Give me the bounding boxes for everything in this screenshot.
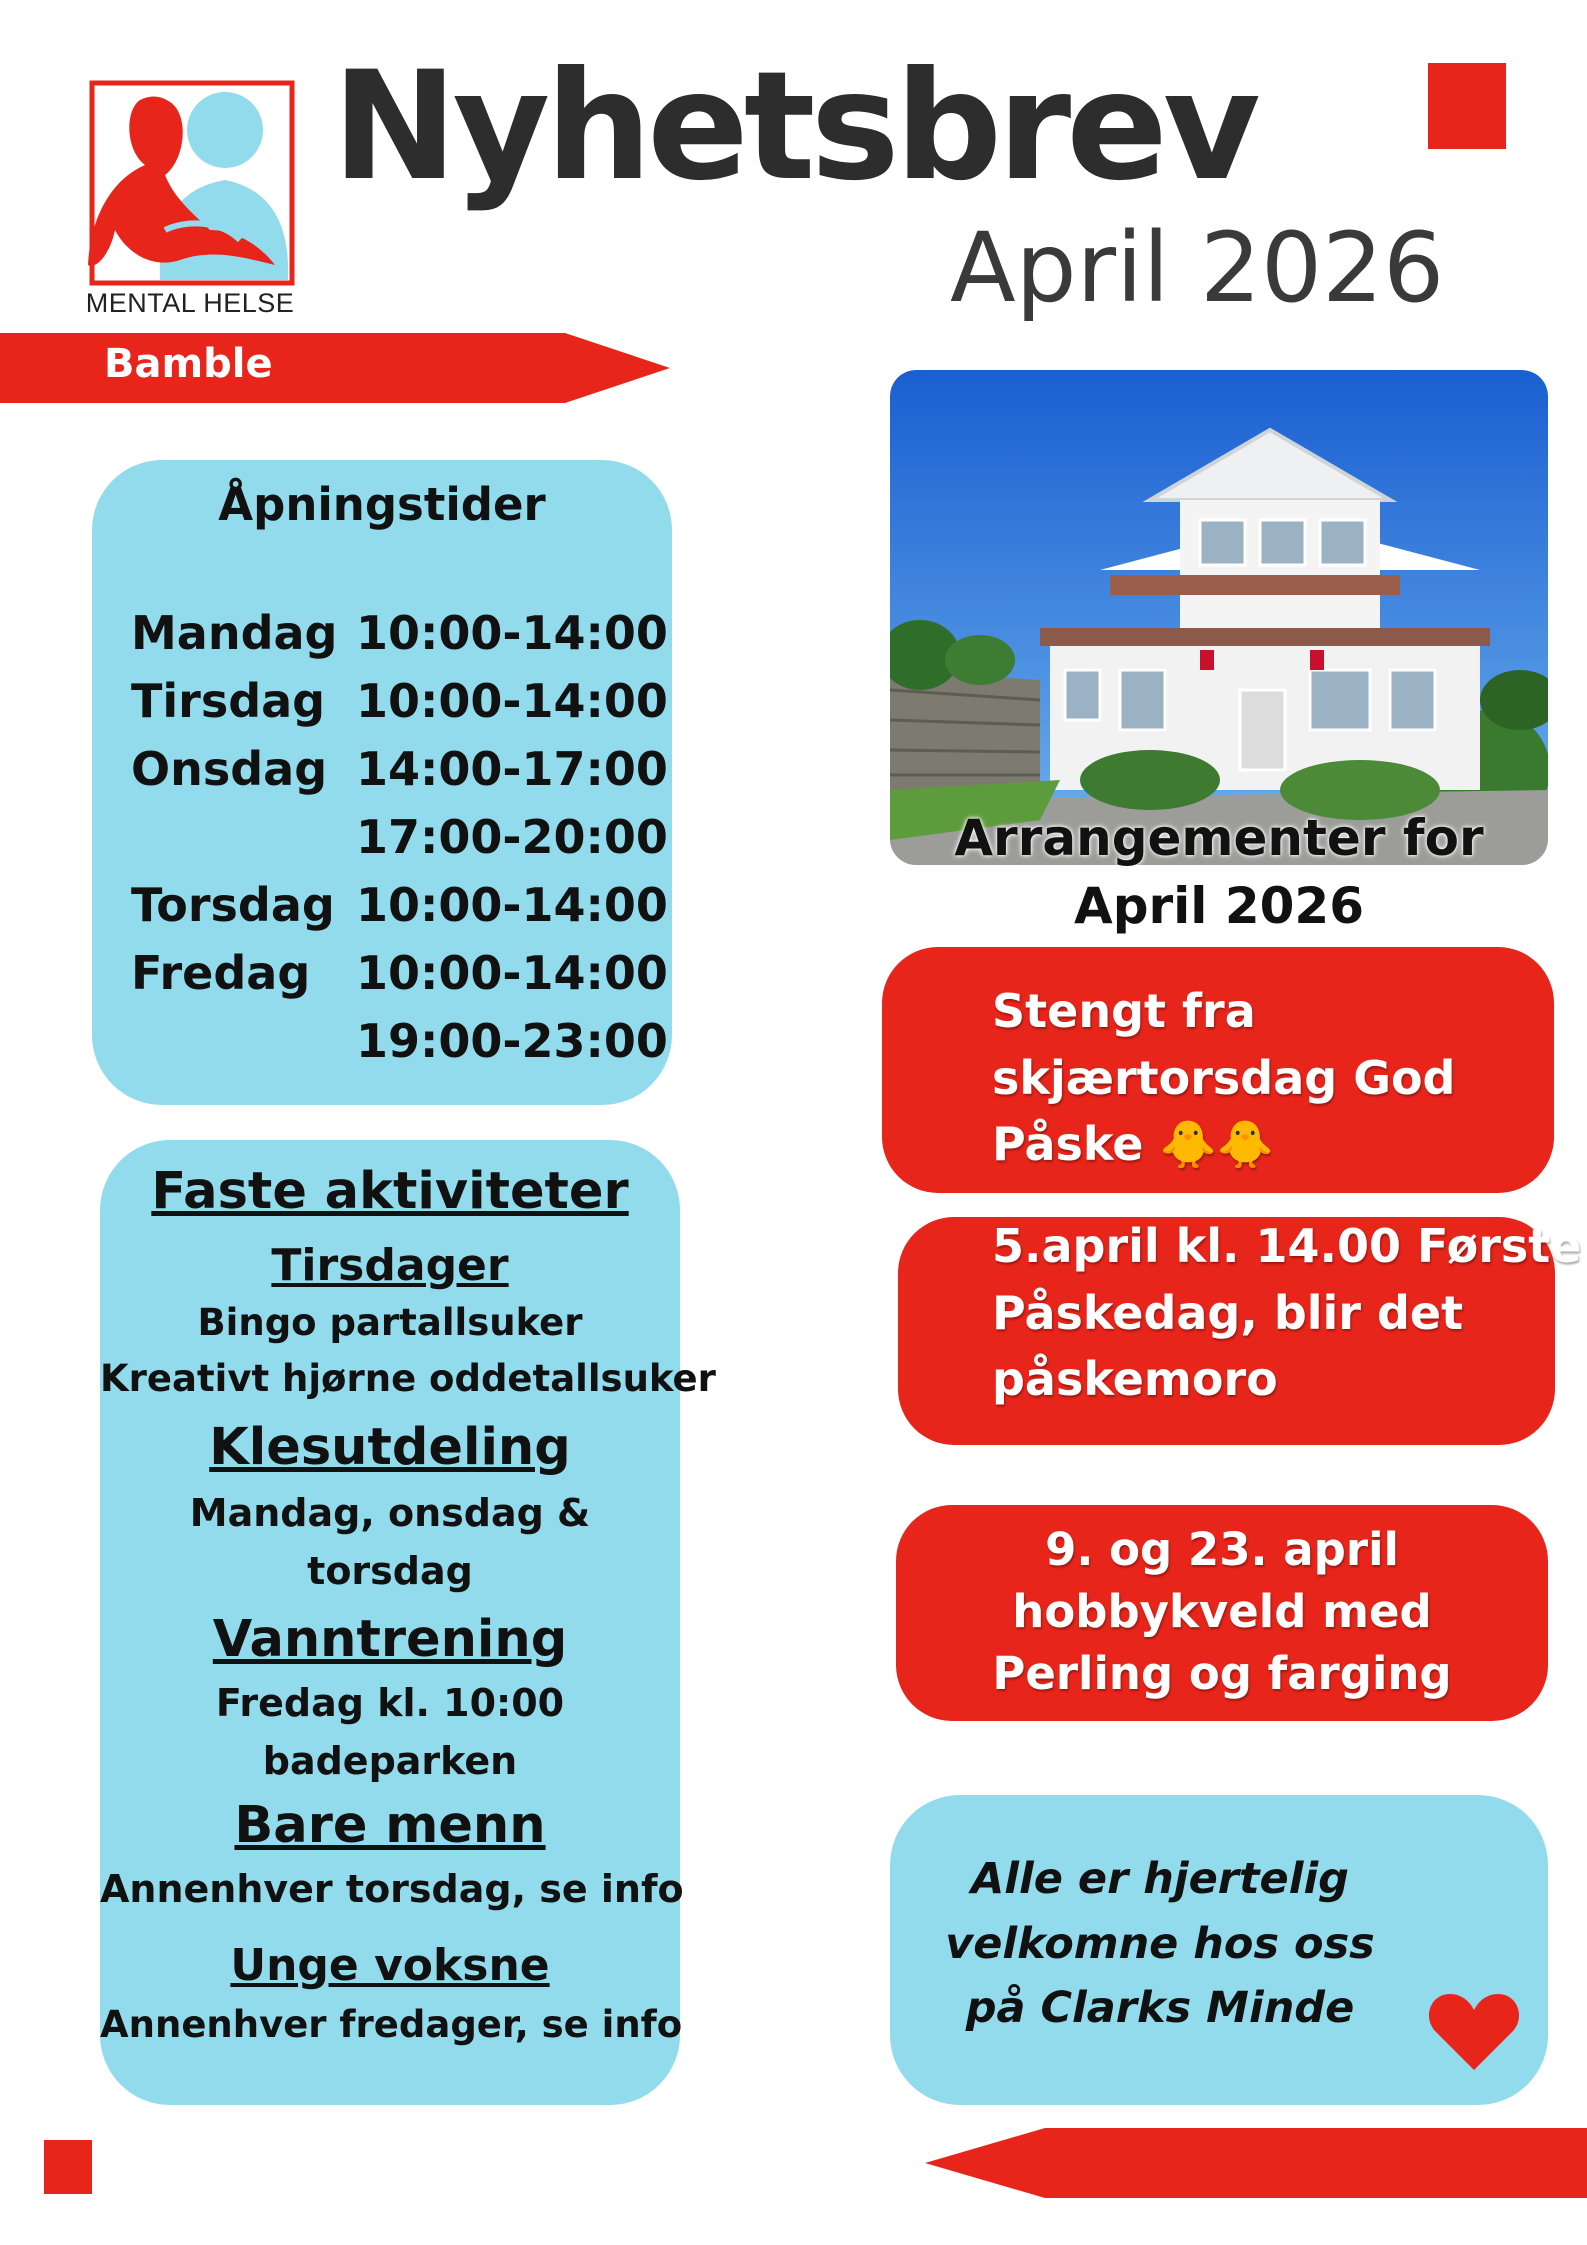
corner-square <box>44 2140 92 2194</box>
activity-text: torsdag <box>307 1549 473 1593</box>
event-text <box>992 1213 1581 1413</box>
location-banner <box>0 333 670 403</box>
time-value: 10:00-14:00 <box>356 674 668 728</box>
activity-text: Mandag, onsdag & <box>189 1491 591 1535</box>
welcome-line: på Clarks Minde <box>965 1983 1355 2033</box>
mental-helse-logo <box>70 80 300 320</box>
activity-heading: Vanntrening <box>212 1610 568 1669</box>
activity-text: Kreativt hjørne oddetallsuker <box>100 1357 716 1400</box>
events-heading <box>890 805 1548 940</box>
activity-heading: Bare menn <box>234 1796 546 1855</box>
welcome-text <box>890 1847 1430 2041</box>
day-label: Tirsdag <box>131 674 326 728</box>
activity-text: Fredag kl. 10:00 <box>215 1681 565 1725</box>
heart-icon <box>1428 1990 1520 2072</box>
logo-text: MENTAL HELSE <box>85 288 295 318</box>
activity-text: Annenhver torsdag, se info <box>100 1867 684 1911</box>
activity-heading: Tirsdager <box>271 1240 509 1291</box>
event-line: skjærtorsdag God <box>992 1050 1456 1105</box>
day-label: Fredag <box>131 946 311 1000</box>
welcome-line: Alle er hjertelig <box>971 1854 1349 1904</box>
time-value: 19:00-23:00 <box>356 1014 668 1068</box>
activity-text: badeparken <box>262 1739 518 1783</box>
corner-square <box>1428 63 1506 149</box>
bottom-banner <box>925 2128 1587 2198</box>
house-photo <box>890 370 1548 865</box>
location-label: Bamble <box>104 341 273 387</box>
time-value: 17:00-20:00 <box>356 810 668 864</box>
welcome-line: velkomne hos oss <box>945 1918 1375 1969</box>
activities-title: Faste aktiviteter <box>151 1162 629 1221</box>
event-text <box>896 1519 1548 1705</box>
time-value: 10:00-14:00 <box>356 878 668 932</box>
opening-hours-title: Åpningstider <box>218 478 546 531</box>
time-value: 14:00-17:00 <box>356 742 668 796</box>
event-line: Påske 🐥🐥 <box>992 1117 1275 1172</box>
activity-heading: Klesutdeling <box>209 1418 571 1477</box>
event-text <box>992 978 1455 1178</box>
event-line: 5.april kl. 14.00 Første <box>992 1219 1582 1273</box>
page-title: Nyhetsbrev <box>332 40 1256 214</box>
day-label: Mandag <box>131 606 338 660</box>
activity-text: Bingo partallsuker <box>197 1301 583 1344</box>
event-line: Perling og farging <box>992 1647 1452 1701</box>
event-line: 9. og 23. april <box>1045 1523 1399 1576</box>
time-value: 10:00-14:00 <box>356 946 668 1000</box>
events-heading-line: Arrangementer for <box>954 809 1484 867</box>
page-subtitle: April 2026 <box>950 212 1445 324</box>
activity-heading: Unge voksne <box>230 1940 550 1991</box>
event-line: Påskedag, blir det <box>992 1285 1464 1340</box>
activity-text: Annenhver fredager, se info <box>100 2003 683 2046</box>
time-value: 10:00-14:00 <box>356 606 668 660</box>
events-heading-line: April 2026 <box>1074 876 1364 935</box>
day-label: Onsdag <box>131 742 328 796</box>
event-line: påskemoro <box>992 1352 1278 1407</box>
event-line: hobbykveld med <box>1012 1585 1432 1639</box>
event-line: Stengt fra <box>992 984 1256 1038</box>
day-label: Torsdag <box>131 878 335 932</box>
